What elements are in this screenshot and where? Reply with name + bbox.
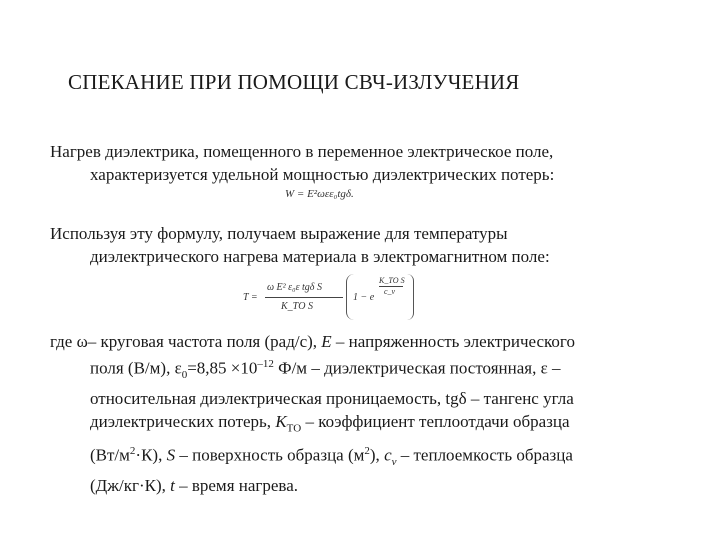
text-line: $(Вт/м^2\cdot К)$, S – поверхность образца $(м^2)$, $c_v$ – теплоемкость образца bbox=[90, 445, 573, 469]
text-line: диэлектрических потерь, $K_{ТО}$ – коэффициент теплоотдачи образца bbox=[90, 412, 570, 435]
paragraph-temperature bbox=[50, 222, 690, 268]
formula-denominator: K_ТО S bbox=[281, 301, 313, 312]
bracket-right bbox=[407, 274, 414, 320]
text-line: характеризуется удельной мощностью диэлектрических потерь: bbox=[90, 165, 555, 184]
paragraph-heating bbox=[50, 140, 690, 186]
fraction-line bbox=[265, 297, 343, 298]
text-line: (Дж/кг·К), t – время нагрева. bbox=[90, 476, 299, 496]
text-line: поля (В/м), $\varepsilon_0=8,85 \times 10^{-12}$ Ф/м – диэлектрическая постоянная, ε – bbox=[90, 358, 561, 382]
text-line: Нагрев диэлектрика, помещенного в переменное электрическое поле, bbox=[50, 142, 554, 161]
exponent-denominator: c_v bbox=[384, 287, 396, 296]
text-line: Используя эту формулу, получаем выражение для температуры bbox=[50, 224, 508, 243]
formula-lhs: T = bbox=[243, 292, 258, 303]
text-line: где ω– круговая частота поля (рад/с), E – напряженность электрического bbox=[50, 332, 575, 351]
page-title: СПЕКАНИЕ ПРИ ПОМОЩИ СВЧ-ИЗЛУЧЕНИЯ bbox=[68, 70, 520, 94]
text-line: диэлектрического нагрева материала в электромагнитном поле: bbox=[90, 247, 550, 266]
exponent-numerator: K_ТО S bbox=[379, 276, 405, 285]
paragraph-definitions bbox=[50, 330, 690, 497]
formula-temperature bbox=[243, 270, 433, 330]
text-line: относительная диэлектрическая проницаемость, tgδ – тангенс угла bbox=[90, 389, 574, 409]
formula-numerator: ω E² ε₀ε tgδ S bbox=[267, 282, 322, 293]
formula-bracket-term: 1 − e bbox=[353, 292, 375, 303]
formula-power-density: W = E²ωεε₀tgδ. bbox=[285, 188, 354, 200]
